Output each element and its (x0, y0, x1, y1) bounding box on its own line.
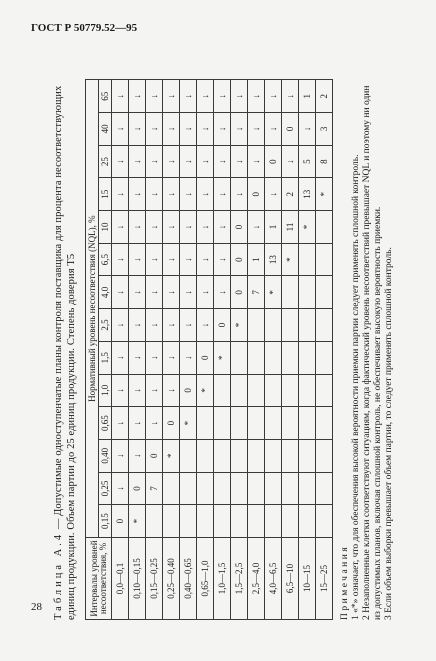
sample-size-cell (316, 243, 333, 276)
arrow-down-icon: ↓ (112, 80, 129, 113)
table-row (299, 80, 316, 620)
table-caption (52, 80, 78, 620)
sample-size-cell (197, 505, 214, 538)
interval-cell: 6,5—10 (282, 538, 299, 620)
arrow-down-icon: ↓ (180, 178, 197, 211)
arrow-down-icon: ↓ (197, 211, 214, 244)
sample-size-cell (282, 374, 299, 407)
sample-size-cell (214, 505, 231, 538)
arrow-down-icon: ↓ (214, 178, 231, 211)
sample-size-cell: 7 (248, 276, 265, 309)
arrow-down-icon: ↓ (197, 145, 214, 178)
sample-size-cell: 0 (180, 374, 197, 407)
sample-size-cell (299, 276, 316, 309)
arrow-down-icon: ↓ (112, 472, 129, 505)
sample-size-cell (316, 505, 333, 538)
interval-cell: 0,40—0,65 (180, 538, 197, 620)
arrow-down-icon: ↓ (129, 309, 146, 342)
full-inspection-mark: * (282, 243, 299, 276)
arrow-down-icon: ↓ (129, 211, 146, 244)
sample-size-cell (231, 374, 248, 407)
note-item-1: 1 «*» означает, что для обеспечения высокой вероятности приемки партии следует применять сплошной контроль. (351, 154, 361, 620)
arrow-down-icon: ↓ (197, 243, 214, 276)
sample-size-cell: 0 (163, 407, 180, 440)
sample-size-cell (231, 472, 248, 505)
arrow-down-icon: ↓ (180, 80, 197, 113)
arrow-down-icon: ↓ (231, 178, 248, 211)
table-notes (340, 80, 395, 620)
arrow-down-icon: ↓ (163, 145, 180, 178)
arrow-down-icon: ↓ (197, 80, 214, 113)
arrow-down-icon: ↓ (112, 407, 129, 440)
arrow-down-icon: ↓ (112, 309, 129, 342)
arrow-down-icon: ↓ (146, 243, 163, 276)
arrow-down-icon: ↓ (163, 374, 180, 407)
arrow-down-icon: ↓ (180, 276, 197, 309)
arrow-down-icon: ↓ (112, 374, 129, 407)
arrow-down-icon: ↓ (248, 80, 265, 113)
sample-size-cell (265, 341, 282, 374)
interval-cell: 0,25—0,40 (163, 538, 180, 620)
sample-size-cell (282, 439, 299, 472)
sample-size-cell (248, 407, 265, 440)
sample-size-cell (299, 243, 316, 276)
interval-column-header: Интервалы уровней несоответствия, % (86, 538, 112, 620)
arrow-down-icon: ↓ (282, 145, 299, 178)
table-row (163, 80, 180, 620)
table-row (231, 80, 248, 620)
arrow-down-icon: ↓ (129, 113, 146, 146)
sample-size-cell (197, 407, 214, 440)
sample-size-cell (231, 407, 248, 440)
arrow-down-icon: ↓ (214, 80, 231, 113)
full-inspection-mark: * (163, 439, 180, 472)
sample-size-cell (316, 439, 333, 472)
aql-value-header: 0,40 (99, 439, 112, 472)
sample-size-cell: 0 (231, 276, 248, 309)
sample-size-cell: 0 (129, 472, 146, 505)
aql-value-header: 0,15 (99, 505, 112, 538)
sample-size-cell (299, 341, 316, 374)
interval-cell: 0,10—0,15 (129, 538, 146, 620)
sample-size-cell (214, 439, 231, 472)
arrow-down-icon: ↓ (214, 211, 231, 244)
sample-size-cell (265, 374, 282, 407)
arrow-down-icon: ↓ (112, 145, 129, 178)
sample-size-cell (248, 439, 265, 472)
table-row (197, 80, 214, 620)
arrow-down-icon: ↓ (282, 80, 299, 113)
sample-size-cell: 1 (299, 80, 316, 113)
sample-size-cell (214, 374, 231, 407)
table-row (214, 80, 231, 620)
aql-value-header: 15 (99, 178, 112, 211)
sample-size-cell (197, 472, 214, 505)
aql-value-header: 65 (99, 80, 112, 113)
page-number: 28 (31, 601, 42, 613)
arrow-down-icon: ↓ (265, 178, 282, 211)
arrow-down-icon: ↓ (197, 113, 214, 146)
arrow-down-icon: ↓ (197, 276, 214, 309)
arrow-down-icon: ↓ (197, 309, 214, 342)
arrow-down-icon: ↓ (112, 439, 129, 472)
arrow-down-icon: ↓ (180, 309, 197, 342)
aql-group-header: Нормативный уровень несоответствия (NQL), % (86, 80, 99, 538)
arrow-down-icon: ↓ (248, 113, 265, 146)
sample-size-cell (146, 505, 163, 538)
full-inspection-mark: * (299, 211, 316, 244)
sample-size-cell (163, 472, 180, 505)
arrow-down-icon: ↓ (112, 276, 129, 309)
arrow-down-icon: ↓ (163, 80, 180, 113)
sampling-plan-table (85, 79, 333, 620)
interval-cell: 2,5—4,0 (248, 538, 265, 620)
interval-cell: 15—25 (316, 538, 333, 620)
sample-size-cell: 0 (214, 309, 231, 342)
arrow-down-icon: ↓ (248, 145, 265, 178)
table-row (248, 80, 265, 620)
full-inspection-mark: * (180, 407, 197, 440)
sample-size-cell (197, 439, 214, 472)
arrow-down-icon: ↓ (214, 276, 231, 309)
arrow-down-icon: ↓ (112, 178, 129, 211)
sample-size-cell (248, 309, 265, 342)
sample-size-cell: 1 (248, 243, 265, 276)
arrow-down-icon: ↓ (129, 80, 146, 113)
sample-size-cell (265, 439, 282, 472)
arrow-down-icon: ↓ (180, 145, 197, 178)
sample-size-cell (316, 211, 333, 244)
arrow-down-icon: ↓ (163, 341, 180, 374)
arrow-down-icon: ↓ (163, 113, 180, 146)
sample-size-cell: 3 (316, 113, 333, 146)
arrow-down-icon: ↓ (146, 113, 163, 146)
aql-value-header: 1,5 (99, 341, 112, 374)
sample-size-cell: 2 (316, 80, 333, 113)
arrow-down-icon: ↓ (146, 80, 163, 113)
table-row (180, 80, 197, 620)
rotated-content (52, 80, 412, 620)
aql-value-header: 0,25 (99, 472, 112, 505)
arrow-down-icon: ↓ (112, 341, 129, 374)
table-caption-lead: Таблица А.4 (53, 531, 64, 620)
sample-size-cell: 0 (282, 113, 299, 146)
arrow-down-icon: ↓ (231, 113, 248, 146)
sample-size-cell (282, 341, 299, 374)
sample-size-cell: 1 (265, 211, 282, 244)
aql-value-header: 10 (99, 211, 112, 244)
sample-size-cell (299, 439, 316, 472)
arrow-down-icon: ↓ (146, 309, 163, 342)
sample-size-cell (316, 407, 333, 440)
arrow-down-icon: ↓ (129, 374, 146, 407)
sampling-plan-body (112, 80, 333, 620)
sample-size-cell: 0 (265, 145, 282, 178)
arrow-down-icon: ↓ (112, 113, 129, 146)
arrow-down-icon: ↓ (163, 211, 180, 244)
arrow-down-icon: ↓ (129, 439, 146, 472)
aql-value-header: 1,0 (99, 374, 112, 407)
sample-size-cell (299, 309, 316, 342)
aql-value-header: 4,0 (99, 276, 112, 309)
aql-value-header: 40 (99, 113, 112, 146)
note-item-2: 2 Незаполненные клетки соответствуют ситуациям, когда фактический уровень несоответствий превышает NQL и поэтому ни один из допустимых планов, включая сплошной контроль, не обеспечивает высокую вероятность приемки. (362, 85, 383, 620)
table-caption-text: — Допустимые одноступенчатые планы контроля поставщика для процента несоответствующих единиц продукции. Объем партии до 25 единиц продукции. Степень доверия Т5 (53, 85, 77, 620)
sample-size-cell (248, 505, 265, 538)
sample-size-cell: 0 (231, 211, 248, 244)
full-inspection-mark: * (214, 341, 231, 374)
full-inspection-mark: * (129, 505, 146, 538)
sample-size-cell: 0 (197, 341, 214, 374)
arrow-down-icon: ↓ (231, 80, 248, 113)
notes-title: Примечания (340, 544, 350, 620)
arrow-down-icon: ↓ (299, 113, 316, 146)
sample-size-cell (265, 472, 282, 505)
arrow-down-icon: ↓ (146, 374, 163, 407)
arrow-down-icon: ↓ (248, 211, 265, 244)
sample-size-cell (231, 505, 248, 538)
arrow-down-icon: ↓ (146, 276, 163, 309)
interval-cell: 0,15—0,25 (146, 538, 163, 620)
sample-size-cell (214, 472, 231, 505)
interval-cell: 0,0—0,1 (112, 538, 129, 620)
arrow-down-icon: ↓ (265, 80, 282, 113)
arrow-down-icon: ↓ (180, 211, 197, 244)
arrow-down-icon: ↓ (146, 145, 163, 178)
arrow-down-icon: ↓ (112, 211, 129, 244)
sample-size-cell (231, 439, 248, 472)
sample-size-cell (316, 276, 333, 309)
arrow-down-icon: ↓ (180, 243, 197, 276)
sample-size-cell (316, 472, 333, 505)
sample-size-cell (299, 374, 316, 407)
arrow-down-icon: ↓ (180, 113, 197, 146)
arrow-down-icon: ↓ (129, 243, 146, 276)
document-header: ГОСТ Р 50779.52—95 (31, 22, 138, 34)
sample-size-cell (299, 505, 316, 538)
arrow-down-icon: ↓ (163, 243, 180, 276)
sample-size-cell: 0 (146, 439, 163, 472)
sample-size-cell: 13 (299, 178, 316, 211)
full-inspection-mark: * (197, 374, 214, 407)
sample-size-cell (299, 407, 316, 440)
aql-value-header: 25 (99, 145, 112, 178)
sample-size-cell (163, 505, 180, 538)
table-row (129, 80, 146, 620)
aql-value-header: 6,5 (99, 243, 112, 276)
arrow-down-icon: ↓ (129, 276, 146, 309)
sample-size-cell (282, 276, 299, 309)
arrow-down-icon: ↓ (146, 341, 163, 374)
arrow-down-icon: ↓ (231, 145, 248, 178)
arrow-down-icon: ↓ (112, 243, 129, 276)
sample-size-cell (248, 374, 265, 407)
sample-size-cell: 8 (316, 145, 333, 178)
sample-size-cell (231, 341, 248, 374)
arrow-down-icon: ↓ (129, 145, 146, 178)
arrow-down-icon: ↓ (146, 178, 163, 211)
sample-size-cell: 7 (146, 472, 163, 505)
sample-size-cell (248, 341, 265, 374)
sample-size-cell (180, 505, 197, 538)
interval-cell: 4,0—6,5 (265, 538, 282, 620)
sample-size-cell (282, 407, 299, 440)
arrow-down-icon: ↓ (129, 341, 146, 374)
sample-size-cell (282, 505, 299, 538)
sample-size-cell (248, 472, 265, 505)
arrow-down-icon: ↓ (163, 276, 180, 309)
sample-size-cell (265, 309, 282, 342)
sample-size-cell (316, 341, 333, 374)
table-row (265, 80, 282, 620)
arrow-down-icon: ↓ (146, 211, 163, 244)
arrow-down-icon: ↓ (214, 243, 231, 276)
arrow-down-icon: ↓ (146, 407, 163, 440)
interval-cell: 1,0—1,5 (214, 538, 231, 620)
sample-size-cell: 0 (112, 505, 129, 538)
arrow-down-icon: ↓ (129, 178, 146, 211)
arrow-down-icon: ↓ (214, 113, 231, 146)
sample-size-cell: 0 (248, 178, 265, 211)
sample-size-cell (214, 407, 231, 440)
table-row (282, 80, 299, 620)
table-row (146, 80, 163, 620)
sample-size-cell: 13 (265, 243, 282, 276)
sample-size-cell (265, 407, 282, 440)
sample-size-cell: 5 (299, 145, 316, 178)
note-item-3: 3 Если объем выборки превышает объем партии, то следует применять сплошной контроль. (384, 247, 394, 620)
sample-size-cell (316, 309, 333, 342)
full-inspection-mark: * (316, 178, 333, 211)
sample-size-cell (282, 472, 299, 505)
sample-size-cell: 0 (231, 243, 248, 276)
arrow-down-icon: ↓ (129, 407, 146, 440)
aql-value-header: 2,5 (99, 309, 112, 342)
sample-size-cell (180, 472, 197, 505)
full-inspection-mark: * (231, 309, 248, 342)
arrow-down-icon: ↓ (197, 178, 214, 211)
sample-size-cell (299, 472, 316, 505)
table-row (316, 80, 333, 620)
sample-size-cell: 11 (282, 211, 299, 244)
sample-size-cell (180, 439, 197, 472)
aql-value-header: 0,65 (99, 407, 112, 440)
arrow-down-icon: ↓ (163, 309, 180, 342)
sample-size-cell (265, 505, 282, 538)
arrow-down-icon: ↓ (214, 145, 231, 178)
sample-size-cell: 2 (282, 178, 299, 211)
interval-cell: 1,5—2,5 (231, 538, 248, 620)
sample-size-cell (282, 309, 299, 342)
sample-size-cell (316, 374, 333, 407)
arrow-down-icon: ↓ (265, 113, 282, 146)
full-inspection-mark: * (265, 276, 282, 309)
arrow-down-icon: ↓ (180, 341, 197, 374)
arrow-down-icon: ↓ (163, 178, 180, 211)
table-row (112, 80, 129, 620)
interval-cell: 0,65—1,0 (197, 538, 214, 620)
interval-cell: 10—15 (299, 538, 316, 620)
